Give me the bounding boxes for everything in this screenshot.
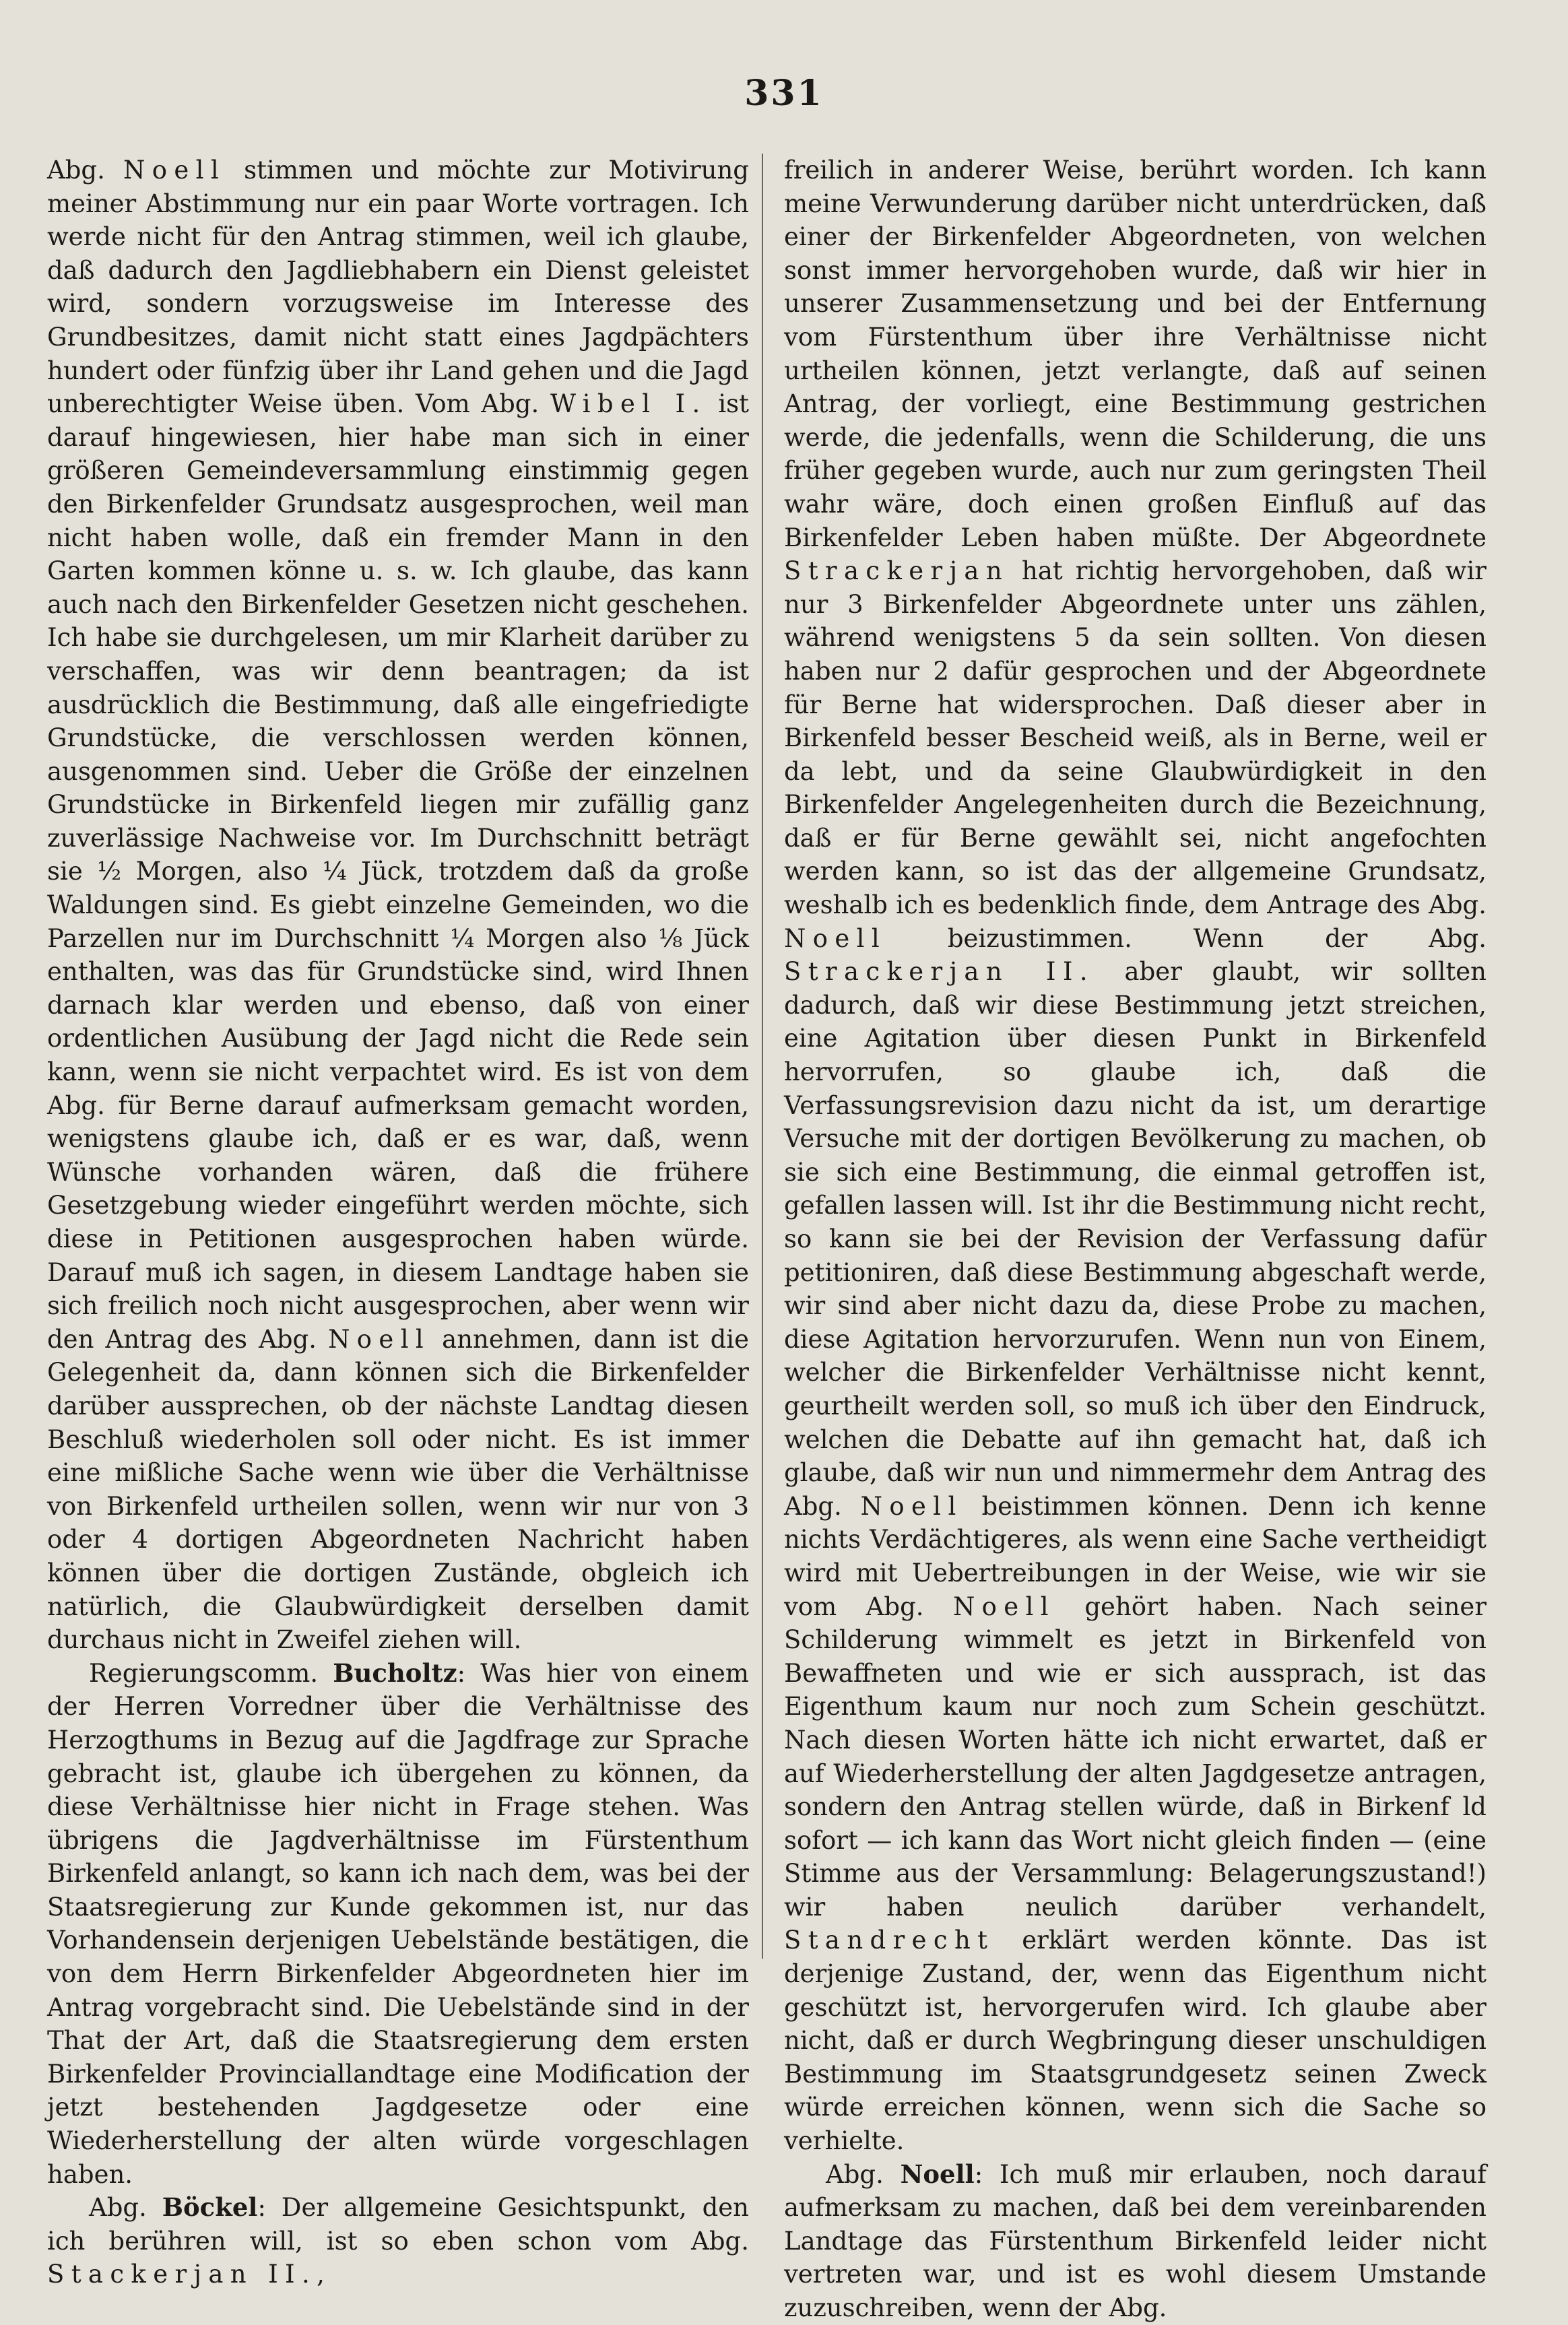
paragraph-boeckel-continuation: freilich in anderer Weise, berührt worden. Ich kann meine Verwunderung darüber nicht unterdrücken, daß einer der Birkenfelder Abgeordneten, von welchen sonst immer hervorgehoben wurde, daß wir hier in unserer Zusammensetzung und bei der Entfernung vom Fürstenthum über ihre Verhältnisse nicht urtheilen können, jetzt verlangte, daß auf seinen Antrag, der vorliegt, eine Bestimmung gestrichen werde, die jedenfalls, wenn die Schilderung, die uns früher gegeben wurde, auch nur zum geringsten Theil wahr wäre, doch einen großen Einfluß auf das Birkenfelder Leben haben müßte. Der Abgeordnete Strackerjan hat richtig hervorgehoben, daß wir nur 3 Birkenfelder Abgeordnete unter uns zählen, während wenigstens 5 da sein sollten. Von diesen haben nur 2 dafür gesprochen und der Abgeordnete für Berne hat widersprochen. Daß dieser aber in Birkenfeld besser Bescheid weiß, als in Berne, weil er da lebt, und da seine Glaubwürdigkeit in den Birkenfelder Angelegenheiten durch die Bezeichnung, daß er für Berne gewählt sei, nicht angefochten werden kann, so ist das der allgemeine Grundsatz, weshalb ich es bedenklich finde, dem Antrage des Abg. Noell beizustimmen. Wenn der Abg. Strackerjan II. aber glaubt, wir sollten dadurch, daß wir diese Bestimmung jetzt streichen, eine Agitation über diesen Punkt in Birkenfeld hervorrufen, so glaube ich, daß die Verfassungsrevision dazu nicht da ist, um derartige Versuche mit der dortigen Bevölkerung zu machen, ob sie sich eine Bestimmung, die einmal getroffen ist, gefallen lassen will. Ist ihr die Bestimmung nicht recht, so kann sie bei der Revision der Verfassung dafür petitioniren, daß diese Bestimmung abgeschaft werde, wir sind aber nicht dazu da, diese Probe zu machen, diese Agitation hervorzurufen. Wenn nun von Einem, welcher die Birkenfelder Verhältnisse nicht kennt, geurtheilt werden soll, so muß ich über den Eindruck, welchen die Debatte auf ihn gemacht hat, daß ich glaube, daß wir nun und nimmermehr dem Antrag des Abg. Noell beistimmen können. Denn ich kenne nichts Verdächtigeres, als wenn eine Sache vertheidigt wird mit Uebertreibungen in der Weise, wie wir sie vom Abg. Noell gehört haben. Nach seiner Schilderung wimmelt es jetzt in Birkenfeld von Bewaffneten und wie er sich aussprach, ist das Eigenthum kaum nur noch zum Schein geschützt. Nach diesen Worten hätte ich nicht erwartet, daß er auf Wiederherstellung der alten Jagdgesetze antragen, sondern den Antrag stellen würde, daß in Birkenf ld sofort — ich kann das Wort nicht gleich finden — (eine Stimme aus der Versammlung: Belagerungszustand!) wir haben neulich darüber verhandelt, Standrecht erklärt werden könnte. Das ist derjenige Zustand, der, wenn das Eigenthum nicht geschützt ist, hervorgerufen wird. Ich glaube aber nicht, daß er durch Wegbringung dieser unschuldigen Bestimmung im Staatsgrundgesetz seinen Zweck würde erreichen können, wenn sich die Sache so verhielte. (784, 156, 1487, 2156)
left-column (47, 154, 749, 2291)
speaker-name: Strackerjan (784, 556, 1010, 586)
speaker-name: Noell (328, 1324, 431, 1354)
speaker-name: Bucholtz (333, 1658, 457, 1688)
speaker-name: Noell (900, 2159, 975, 2189)
speaker-name: Noell (784, 923, 887, 953)
paragraph-noell: Abg. Noell: Ich muß mir erlauben, noch darauf aufmerksam zu machen, daß bei dem vereinbarenden Landtage das Fürstenthum Birkenfeld leider nicht vertreten war, und ist es wohl diesem Umstande zuzuschreiben, wenn der Abg. (784, 2159, 1487, 2322)
speaker-name: Stackerjan II. (47, 2260, 317, 2289)
speaker-name: Noell (952, 1592, 1055, 1621)
paragraph-noell-continuation: Abg. Noell stimmen und möchte zur Motivirung meiner Abstimmung nur ein paar Worte vortragen. Ich werde nicht für den Antrag stimmen, weil ich glaube, daß dadurch den Jagdliebhabern ein Dienst geleistet wird, sondern vorzugsweise im Interesse des Grundbesitzes, damit nicht statt eines Jagdpächters hundert oder fünfzig über ihr Land gehen und die Jagd unberechtigter Weise üben. Vom Abg. Wibel I. ist darauf hingewiesen, hier habe man sich in einer größeren Gemeindeversammlung einstimmig gegen den Birkenfelder Grundsatz ausgesprochen, weil man nicht haben wolle, daß ein fremder Mann in den Garten kommen könne u. s. w. Ich glaube, das kann auch nach den Birkenfelder Gesetzen nicht geschehen. Ich habe sie durchgelesen, um mir Klarheit darüber zu verschaffen, was wir denn beantragen; da ist ausdrücklich die Bestimmung, daß alle eingefriedigte Grundstücke, die verschlossen werden können, ausgenommen sind. Ueber die Größe der einzelnen Grundstücke in Birkenfeld liegen mir zufällig ganz zuverlässige Nachweise vor. Im Durchschnitt beträgt sie ½ Morgen, also ¼ Jück, trotzdem daß da große Waldungen sind. Es giebt einzelne Gemeinden, wo die Parzellen nur im Durchschnitt ¼ Morgen also ⅛ Jück enthalten, was das für Grundstücke sind, wird Ihnen darnach klar werden und ebenso, daß von einer ordentlichen Ausübung der Jagd nicht die Rede sein kann, wenn sie nicht verpachtet wird. Es ist von dem Abg. für Berne darauf aufmerksam gemacht worden, wenigstens glaube ich, daß er es war, daß, wenn Wünsche vorhanden wären, daß die frühere Gesetzgebung wieder eingeführt werden möchte, sich diese in Petitionen ausgesprochen haben würde. Darauf muß ich sagen, in diesem Landtage haben sie sich freilich noch nicht ausgesprochen, aber wenn wir den Antrag des Abg. Noell annehmen, dann ist die Gelegenheit da, dann können sich die Birkenfelder darüber aussprechen, ob der nächste Landtag diesen Beschluß wiederholen soll oder nicht. Es ist immer eine mißliche Sache wenn wie über die Verhältnisse von Birkenfeld urtheilen sollen, wenn wir nur von 3 oder 4 dortigen Abgeordneten Nachricht haben können über die dortigen Zustände, obgleich ich natürlich, die Glaubwürdigkeit derselben damit durchaus nicht in Zweifel ziehen will. (47, 156, 750, 1655)
speaker-name: Strackerjan II. (784, 957, 1095, 987)
right-column (784, 154, 1487, 2325)
column-divider (762, 154, 763, 1959)
speaker-name: Böckel (162, 2192, 258, 2223)
speaker-name: Noell (123, 156, 226, 185)
emphasized-term: Standrecht (784, 1926, 995, 1955)
page-number: 331 (744, 73, 824, 114)
paragraph-bucholtz: Regierungscomm. Bucholtz: Was hier von einem der Herren Vorredner über die Verhältnisse des Herzogthums in Bezug auf die Jagdfrage zur Sprache gebracht ist, glaube ich übergehen zu können, da diese Verhältnisse hier nicht in Frage stehen. Was übrigens die Jagdverhältnisse im Fürstenthum Birkenfeld anlangt, so kann ich nach dem, was bei der Staatsregierung zur Kunde gekommen ist, nur das Vorhandensein derjenigen Uebelstände bestätigen, die von dem Herrn Birkenfelder Abgeordneten hier im Antrag vorgebracht sind. Die Uebelstände sind in der That der Art, daß die Staatsregierung dem ersten Birkenfelder Provinciallandtage eine Modification der jetzt bestehenden Jagdgesetze oder eine Wiederherstellung der alten würde vorgeschlagen haben. (47, 1658, 749, 2189)
speaker-name: Wibel I. (550, 389, 707, 419)
paragraph-boeckel: Abg. Böckel: Der allgemeine Gesichtspunkt, den ich berühren will, ist so eben schon vom Abg. Stackerjan II., (47, 2192, 749, 2289)
speaker-name: Noell (860, 1491, 963, 1521)
